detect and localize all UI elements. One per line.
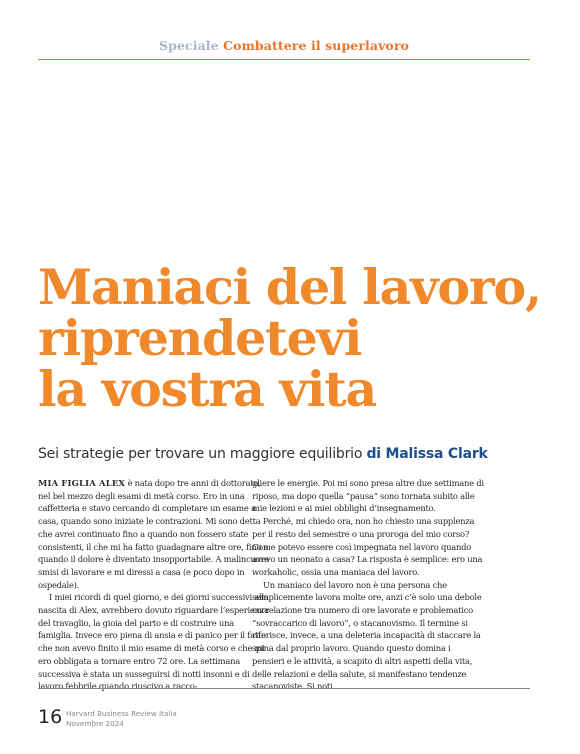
paragraph <box>38 477 270 591</box>
title-line-1: Maniaci del lavoro, <box>38 258 541 316</box>
title-line-3: la vostra vita <box>38 360 377 418</box>
paragraph: Un maniaco del lavoro non è una persona che semplicemente lavora molte ore, anzi c’è solo una debole correlazione tra numero di ore lavorate e problematico “sovraccarico di lavoro”, o stacanovismo. Il termine si riferisce, invece, a una deleteria incapacità di staccare la spina dal proprio lavoro. Quando questo domina i pensieri e le attività, a scapito di altri aspetti della vita, delle relazioni e della salute, si manifestano tendenze stacanoviste. Si noti <box>252 579 482 692</box>
header-divider <box>38 59 530 60</box>
section-topic: Combattere il superlavoro <box>223 38 409 53</box>
paragraph: I miei ricordi di quel giorno, e dei giorni successivi alla nascita di Alex, avrebbero dovuto riguardare l’esperienza del travaglio, la gioia del parto e di costruire una famiglia. Invece ero piena di ansia e di panico per il fatto che non avevo finito il mio esame di metà corso e che mi ero obbligata a tornare entro 72 ore. La settimana successiva è stata un susseguirsi di notti insonni e di lavoro febbrile quando riuscivo a racco- <box>38 592 269 692</box>
title-line-2: riprendetevi <box>38 309 362 367</box>
body-column-right <box>252 477 484 693</box>
section-header <box>38 38 530 53</box>
paragraph: Perché, mi chiedo ora, non ho chiesto una supplenza per il resto del semestre o una proroga del mio corso? Come potevo essere così impegnata nel lavoro quando avevo un neonato a casa? La risposta è semplice: ero una workaholic, ossia una maniaca del lavoro. <box>252 516 483 577</box>
footer-divider <box>38 688 530 689</box>
paragraph: gliere le energie. Poi mi sono presa altre due settimane di riposo, ma dopo quella “pausa” sono tornata subito alle mie lezioni e ai miei obblighi d’insegnamento. <box>252 478 484 514</box>
body-column-left <box>38 477 270 693</box>
subtitle-text: Sei strategie per trovare un maggiore equilibrio <box>38 446 363 462</box>
issue-date: Novembre 2024 <box>66 719 124 728</box>
page-number: 16 <box>38 706 63 728</box>
section-label: Speciale <box>158 38 219 53</box>
lead-in: MIA FIGLIA ALEX <box>38 478 126 488</box>
publication-name: Harvard Business Review Italia <box>66 709 177 718</box>
article-subtitle <box>38 446 538 462</box>
paragraph-text: è nata dopo tre anni di dottorato, nel bel mezzo degli esami di metà corso. Ero in una caffetteria e stavo cercando di completare un esame a casa, quando sono iniziate le contrazioni. Mi sono detta che avrei continuato fino a quando non fossero state consistenti, il che mi ha fatto guadagnare altre ore, fino a quando il dolore è diventato insopportabile. A malincuore smisi di lavorare e mi diressi a casa (e poco dopo in ospedale). <box>38 478 269 590</box>
author-byline: di Malissa Clark <box>366 446 488 462</box>
article-title <box>38 258 541 418</box>
footer-meta <box>66 709 177 729</box>
